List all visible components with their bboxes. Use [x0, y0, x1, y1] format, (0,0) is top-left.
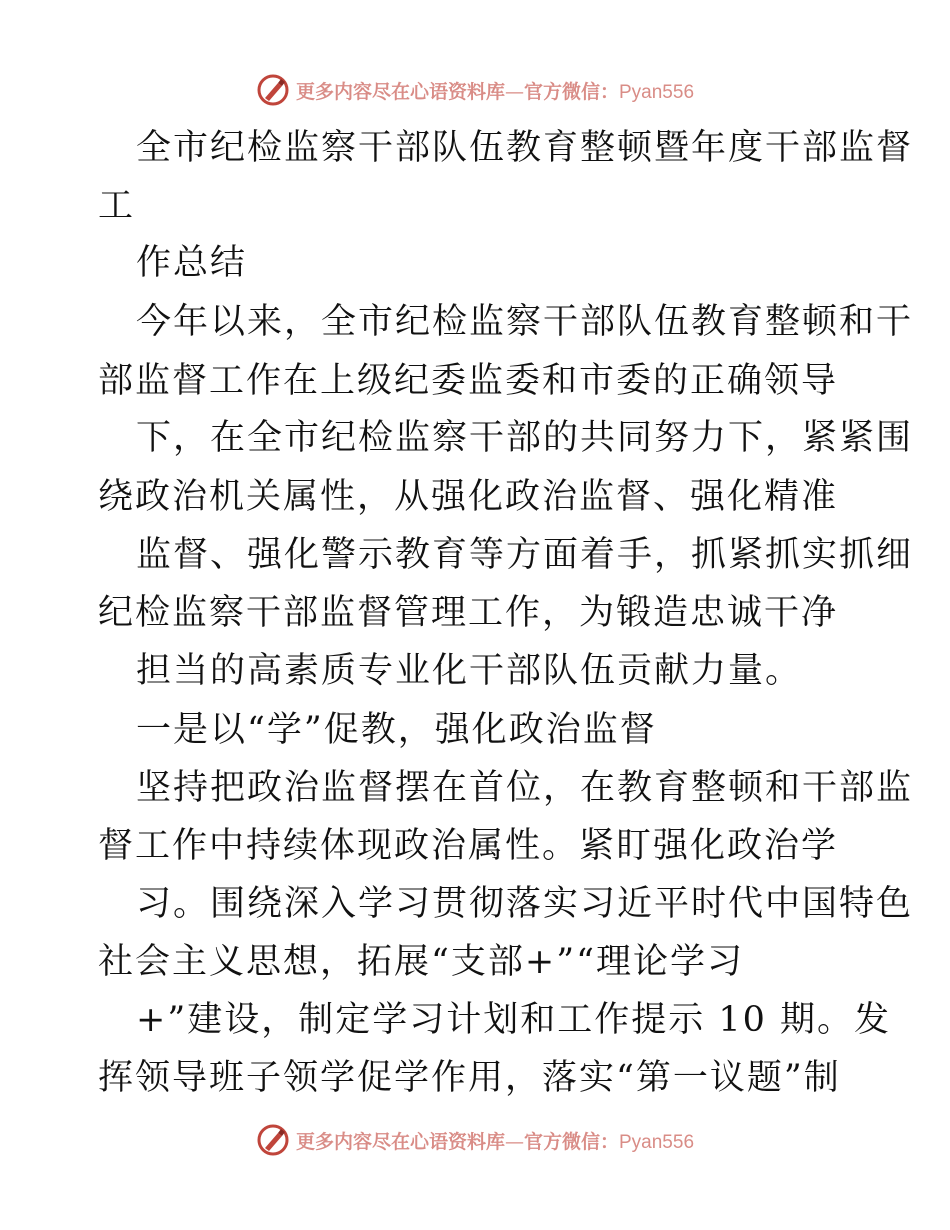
title-line-1: 全市纪检监察干部队伍教育整顿暨年度干部监督	[136, 128, 914, 168]
watermark-separator: —	[504, 80, 524, 103]
paragraph-line: 督工作中持续体现政治属性。紧盯强化政治学	[98, 826, 839, 866]
pen-logo-icon	[256, 1123, 290, 1157]
watermark-main-text: 更多内容尽在心语资料库	[295, 1130, 505, 1153]
watermark-official-label: 官方微信：	[523, 1130, 619, 1153]
watermark-wechat-id: Pyan556	[619, 81, 695, 103]
watermark-text	[296, 1127, 694, 1154]
watermark-wechat-id: Pyan556	[619, 1131, 695, 1153]
paragraph-line: +”建设，制定学习计划和工作提示 10 期。发	[136, 1000, 892, 1040]
paragraph-line: 坚持把政治监督摆在首位，在教育整顿和干部监	[136, 768, 914, 808]
watermark-separator: —	[504, 1130, 524, 1153]
section-heading: 一是以“学”促教，强化政治监督	[136, 710, 657, 750]
paragraph-line: 习。围绕深入学习贯彻落实习近平时代中国特色	[136, 884, 914, 924]
paragraph-line: 社会主义思想，拓展“支部+”“理论学习	[98, 942, 745, 982]
footer-watermark	[0, 1120, 950, 1160]
paragraph-line: 部监督工作在上级纪委监委和市委的正确领导	[98, 361, 839, 401]
watermark-official-label: 官方微信：	[523, 80, 619, 103]
title-line-3: 作总结	[136, 243, 248, 283]
paragraph-line: 下，在全市纪检监察干部的共同努力下，紧紧围	[136, 418, 914, 458]
watermark-main-text: 更多内容尽在心语资料库	[295, 80, 505, 103]
paragraph-line: 绕政治机关属性，从强化政治监督、强化精准	[98, 477, 839, 517]
title-line-2: 工	[98, 186, 136, 226]
paragraph-line: 监督、强化警示教育等方面着手，抓紧抓实抓细	[136, 535, 914, 575]
paragraph-line: 纪检监察干部监督管理工作，为锻造忠诚干净	[98, 593, 839, 633]
paragraph-line: 今年以来，全市纪检监察干部队伍教育整顿和干	[136, 302, 914, 342]
paragraph-line: 担当的高素质专业化干部队伍贡献力量。	[136, 651, 803, 691]
paragraph-line: 挥领导班子领学促学作用，落实“第一议题”制	[98, 1058, 841, 1098]
